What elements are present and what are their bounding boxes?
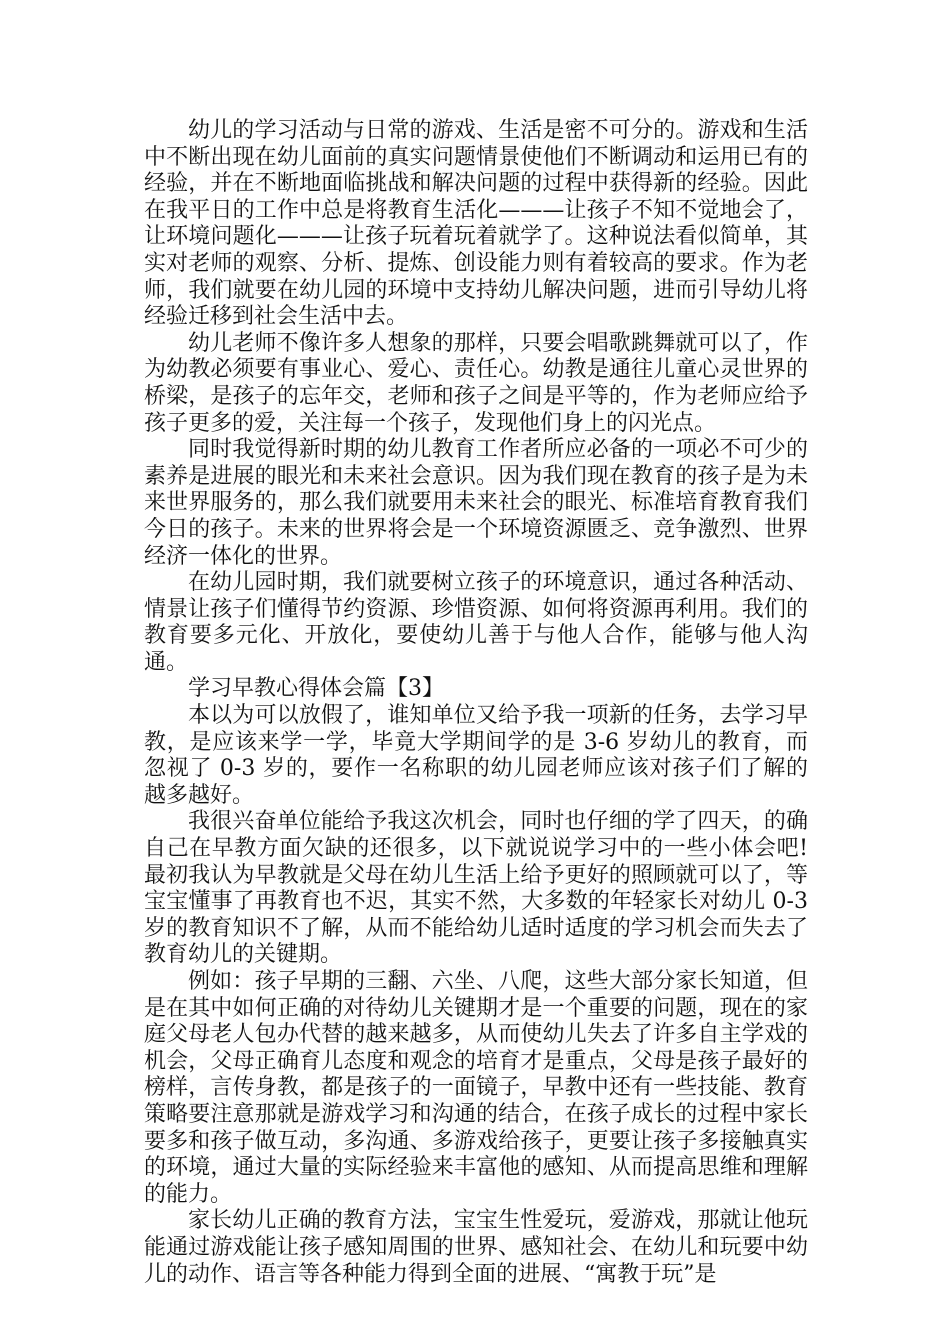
paragraph-8: 家长幼儿正确的教育方法，宝宝生性爱玩，爱游戏，那就让他玩能通过游戏能让孩子感知周围的世界、感知社会、在幼儿和玩要中幼儿的动作、语言等各种能力得到全面的进展、“寓教于玩”是: [144, 1208, 808, 1287]
document-page: [144, 118, 808, 1288]
paragraph-6: 我很兴奋单位能给予我这次机会，同时也仔细的学了四天，的确自己在早教方面欠缺的还很多，以下就说说学习中的一些小体会吧!最初我认为早教就是父母在幼儿生活上给予更好的照顾就可以了，等宝宝懂事了再教育也不迟，其实不然，大多数的年轻家长对幼儿 0-3 岁的教育知识不了解，从而不能给幼儿适时适度的学习机会而失去了教育幼儿的关键期。: [144, 809, 808, 968]
section-heading: 学习早教心得体会篇【3】: [188, 676, 444, 702]
paragraph-7: 例如：孩子早期的三翻、六坐、八爬，这些大部分家长知道，但是在其中如何正确的对待幼儿关键期才是一个重要的问题，现在的家庭父母老人包办代替的越来越多，从而使幼儿失去了许多自主学戏的机会，父母正确育儿态度和观念的培育才是重点，父母是孩子最好的榜样，言传身教，都是孩子的一面镜子，早教中还有一些技能、教育策略要注意那就是游戏学习和沟通的结合，在孩子成长的过程中家长要多和孩子做互动，多沟通、多游戏给孩子，更要让孩子多接触真实的环境，通过大量的实际经验来丰富他的感知、从而提高思维和理解的能力。: [144, 969, 808, 1207]
paragraph-2: 幼儿老师不像许多人想象的那样，只要会唱歌跳舞就可以了，作为幼教必须要有事业心、爱心、责任心。幼教是通往儿童心灵世界的桥梁，是孩子的忘年交，老师和孩子之间是平等的，作为老师应给予孩子更多的爱，关注每一个孩子，发现他们身上的闪光点。: [144, 330, 808, 436]
paragraph-1: 幼儿的学习活动与日常的游戏、生活是密不可分的。游戏和生活中不断出现在幼儿面前的真实问题情景使他们不断调动和运用已有的经验，并在不断地面临挑战和解决问题的过程中获得新的经验。因此在我平日的工作中总是将教育生活化———让孩子不知不觉地会了，让环境问题化———让孩子玩着玩着就学了。这种说法看似简单，其实对老师的观察、分析、提炼、创设能力则有着较高的要求。作为老师，我们就要在幼儿园的环境中支持幼儿解决问题，进而引导幼儿将经验迁移到社会生活中去。: [144, 118, 808, 330]
paragraph-5: 本以为可以放假了，谁知单位又给予我一项新的任务，去学习早教，是应该来学一学，毕竟大学期间学的是 3-6 岁幼儿的教育，而忽视了 0-3 岁的，要作一名称职的幼儿园老师应该对孩子们了解的越多越好。: [144, 703, 808, 808]
paragraph-4: 在幼儿园时期，我们就要树立孩子的环境意识，通过各种活动、情景让孩子们懂得节约资源、珍惜资源、如何将资源再利用。我们的教育要多元化、开放化，要使幼儿善于与他人合作，能够与他人沟通。: [144, 570, 808, 675]
paragraph-3: 同时我觉得新时期的幼儿教育工作者所应必备的一项必不可少的素养是进展的眼光和未来社会意识。因为我们现在教育的孩子是为未来世界服务的，那么我们就要用未来社会的眼光、标准培育教育我们今日的孩子。未来的世界将会是一个环境资源匮乏、竞争激烈、世界经济一体化的世界。: [144, 437, 808, 569]
